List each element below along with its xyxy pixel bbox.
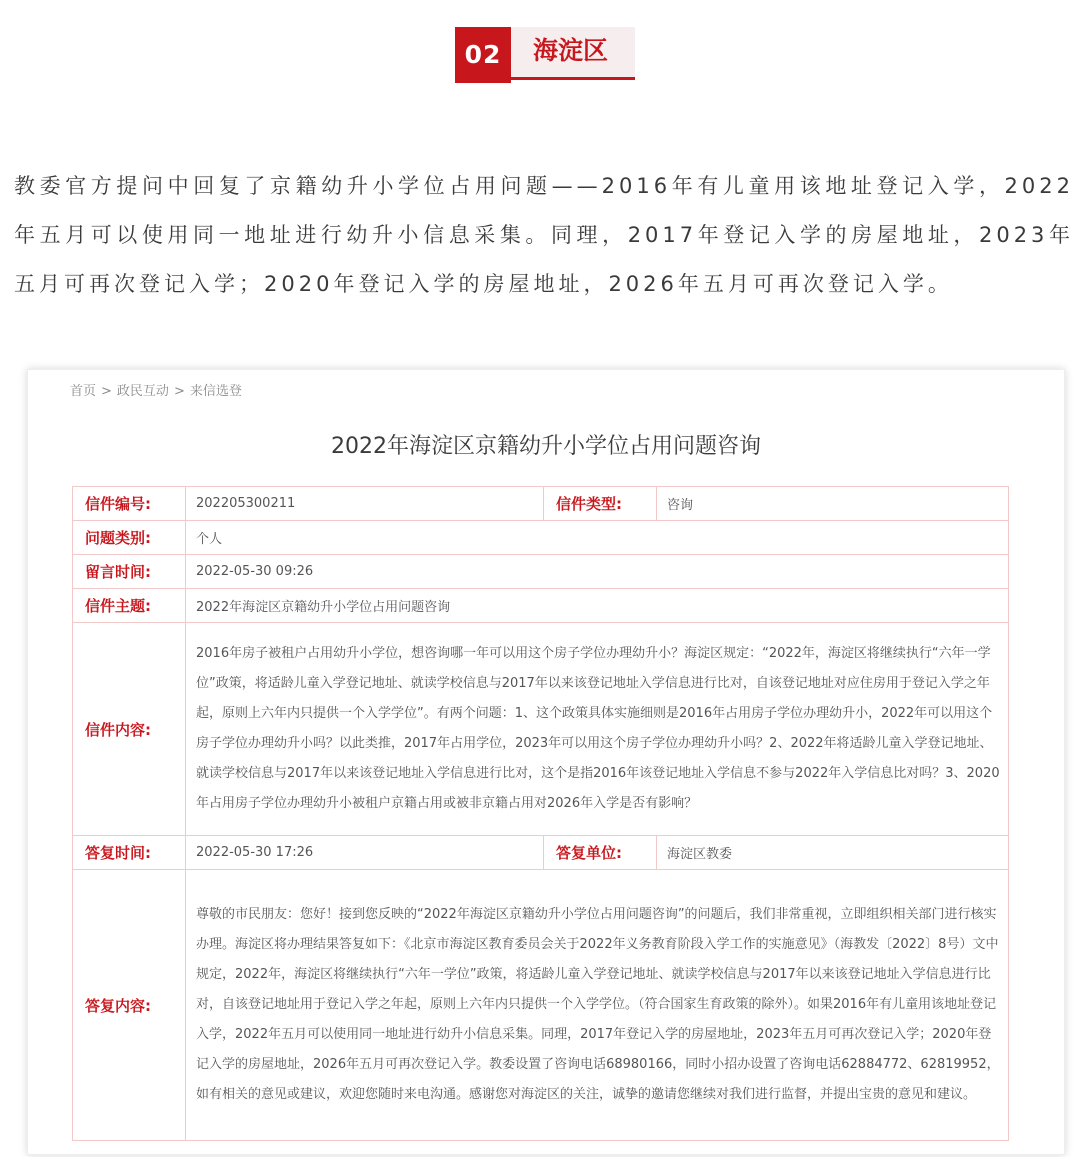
table-row bbox=[73, 623, 1009, 836]
subject-label: 信件主题: bbox=[73, 589, 186, 623]
letter-no-label: 信件编号: bbox=[73, 487, 186, 521]
submit-time-label: 留言时间: bbox=[73, 555, 186, 589]
section-title-box bbox=[511, 27, 635, 80]
reply-content-value: 尊敬的市民朋友：您好！接到您反映的“2022年海淀区京籍幼升小学位占用问题咨询”的问题后，我们非常重视，立即组织相关部门进行核实办理。海淀区将办理结果答复如下：《北京市海淀区教育委员会关于2022年义务教育阶段入学工作的实施意见》（海教发〔2022〕8号）文中规定，2022年，海淀区将继续执行“六年一学位”政策，将适龄儿童入学登记地址、就读学校信息与2017年以来该登记地址入学信息进行比对，自该登记地址用于登记入学之年起，原则上六年内只提供一个入学学位。（符合国家生育政策的除外）。如果2016年有儿童用该地址登记入学，2022年五月可以使用同一地址进行幼升小信息采集。同理，2017年登记入学的房屋地址，2023年五月可再次登记入学；2020年登记入学的房屋地址，2026年五月可再次登记入学。教委设置了咨询电话68980166，同时小招办设置了咨询电话62884772、62819952，如有相关的意见或建议，欢迎您随时来电沟通。感谢您对海淀区的关注，诚挚的邀请您继续对我们进行监督，并提出宝贵的意见和建议。 bbox=[186, 870, 1009, 1141]
breadcrumb-home[interactable]: 首页 bbox=[70, 384, 97, 399]
letter-type-label: 信件类型: bbox=[544, 487, 657, 521]
breadcrumb-separator: > bbox=[101, 384, 112, 399]
letter-no-value: 202205300211 bbox=[186, 487, 544, 521]
breadcrumb-letters[interactable]: 来信选登 bbox=[189, 384, 242, 399]
reply-unit-value: 海淀区教委 bbox=[657, 836, 1009, 870]
reply-content-label: 答复内容: bbox=[73, 870, 186, 1141]
table-row bbox=[73, 521, 1009, 555]
breadcrumb-interaction[interactable]: 政民互动 bbox=[116, 384, 169, 399]
letter-type-value: 咨询 bbox=[657, 487, 1009, 521]
table-row bbox=[73, 836, 1009, 870]
section-header bbox=[455, 27, 635, 81]
table-row bbox=[73, 870, 1009, 1141]
section-title: 海淀区 bbox=[533, 36, 609, 65]
letter-screenshot bbox=[27, 369, 1065, 1155]
content-label: 信件内容: bbox=[73, 623, 186, 836]
section-number: 02 bbox=[455, 27, 511, 83]
category-value: 个人 bbox=[186, 521, 1009, 555]
breadcrumb-separator: > bbox=[173, 384, 185, 399]
reply-time-label: 答复时间: bbox=[73, 836, 186, 870]
subject-value: 2022年海淀区京籍幼升小学位占用问题咨询 bbox=[186, 589, 1009, 623]
breadcrumb bbox=[70, 382, 242, 402]
table-row bbox=[73, 589, 1009, 623]
letter-info-table bbox=[72, 486, 1009, 1141]
table-row bbox=[73, 555, 1009, 589]
submit-time-value: 2022-05-30 09:26 bbox=[186, 555, 1009, 589]
page-title: 2022年海淀区京籍幼升小学位占用问题咨询 bbox=[331, 434, 761, 459]
reply-time-value: 2022-05-30 17:26 bbox=[186, 836, 544, 870]
content-value: 2016年房子被租户占用幼升小学位，想咨询哪一年可以用这个房子学位办理幼升小？海淀区规定：“2022年，海淀区将继续执行“六年一学位”政策，将适龄儿童入学登记地址、就读学校信息与2017年以来该登记地址入学信息进行比对，自该登记地址对应住房用于登记入学之年起，原则上六年内只提供一个入学学位”。有两个问题：1、这个政策具体实施细则是2016年占用房子学位办理幼升小，2022年可以用这个房子学位办理幼升小吗？以此类推，2017年占用学位，2023年可以用这个房子学位办理幼升小吗？2、2022年将适龄儿童入学登记地址、就读学校信息与2017年以来该登记地址入学信息进行比对，这个是指2016年该登记地址入学信息不参与2022年入学信息比对吗？3、2020年占用房子学位办理幼升小被租户京籍占用或被非京籍占用对2026年入学是否有影响？ bbox=[186, 623, 1009, 836]
intro-paragraph: 教委官方提问中回复了京籍幼升小学位占用问题——2016年有儿童用该地址登记入学，2022年五月可以使用同一地址进行幼升小信息采集。同理，2017年登记入学的房屋地址，2023年五月可再次登记入学；2020年登记入学的房屋地址，2026年五月可再次登记入学。 bbox=[14, 174, 1074, 296]
category-label: 问题类别: bbox=[73, 521, 186, 555]
table-row bbox=[73, 487, 1009, 521]
reply-unit-label: 答复单位: bbox=[544, 836, 657, 870]
